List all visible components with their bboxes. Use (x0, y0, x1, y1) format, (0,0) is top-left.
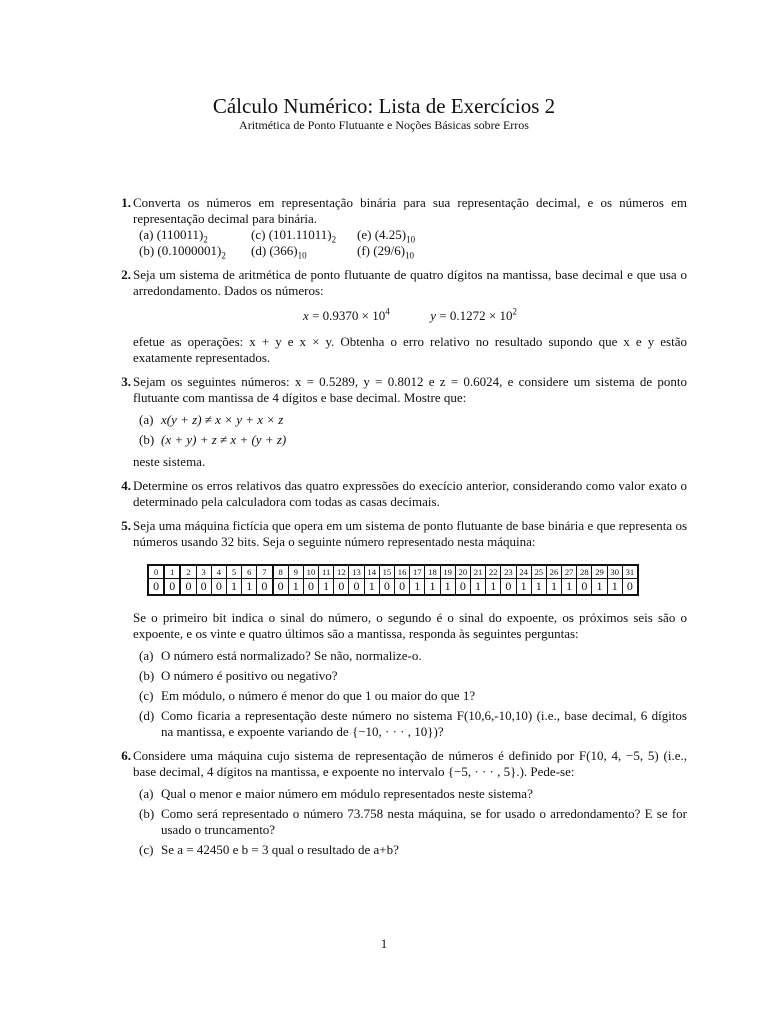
bit-value-cell: 0 (395, 579, 410, 596)
x-value: 0.9370 × 10 (322, 308, 386, 323)
problem-after-text: neste sistema. (133, 454, 206, 469)
subitem-c: (c) Se a = 42450 e b = 3 qual o resultado de a+b? (139, 842, 399, 857)
bit-value-cell: 0 (501, 579, 516, 596)
bit-value-cell: 1 (531, 579, 546, 596)
bit-value-cell: 1 (440, 579, 455, 596)
bit-value-cell: 0 (379, 579, 394, 596)
bit-index-cell: 8 (273, 565, 289, 579)
problem-2 (121, 267, 687, 366)
bit-index-cell: 29 (592, 565, 607, 579)
bit-value-cell: 1 (562, 579, 577, 596)
bit-index-cell: 20 (455, 565, 470, 579)
bit-value-cell: 0 (211, 579, 226, 596)
problem-5 (121, 518, 687, 740)
bit-value-cell: 1 (364, 579, 379, 596)
document-subtitle: Aritmética de Ponto Flutuante e Noções Básicas sobre Erros (239, 118, 529, 132)
subitem-c: (c) Em módulo, o número é menor do que 1 ou maior do que 1? (139, 688, 476, 703)
bit-index-cell: 11 (319, 565, 334, 579)
option-a: (a) $(110011)_2$ (139, 227, 208, 245)
bit-index-cell: 28 (577, 565, 592, 579)
bit-index-cell: 13 (349, 565, 364, 579)
bit-value-cell: 1 (516, 579, 531, 596)
option-f: (f) $(29/6)_{10}$ (357, 243, 415, 261)
bit-value-cell: 0 (257, 579, 273, 596)
bit-table (147, 564, 667, 596)
bit-index-cell: 31 (622, 565, 638, 579)
bit-index-cell: 0 (148, 565, 164, 579)
bit-index-cell: 26 (546, 565, 561, 579)
subitem-b: (b) (x + y) + z ≠ x + (y + z) (139, 432, 287, 447)
option-b: (b) $(0.1000001)_2$ (139, 243, 226, 261)
bit-value-cell: 1 (410, 579, 425, 596)
bit-value-cell: 0 (455, 579, 470, 596)
problem-after-text: Se o primeiro bit indica o sinal do número, o segundo é o sinal do expoente, os próximos seis são o expoente, e os vinte e quatro últimos são a mantissa, responda às seguintes perguntas: (133, 610, 687, 641)
bit-value-cell: 1 (288, 579, 303, 596)
problem-text: Seja um sistema de aritmética de ponto flutuante de quatro dígitos na mantissa, base decimal e que usa o arredondamento. Dados os números: (133, 267, 687, 298)
bit-index-cell: 12 (334, 565, 349, 579)
bit-index-cell: 25 (531, 565, 546, 579)
problem-text: Seja uma máquina fictícia que opera em um sistema de ponto flutuante de base binária e que representa os números usando 32 bits. Seja o seguinte número representado nesta máquina: (133, 518, 687, 549)
bit-value-cell: 0 (334, 579, 349, 596)
bit-value-cell: 0 (148, 579, 164, 596)
subitem-a: (a) O número está normalizado? Se não, normalize-o. (139, 648, 422, 663)
bit-index-cell: 14 (364, 565, 379, 579)
option-d: (d) $(366)_{10}$ (251, 243, 307, 261)
bit-value-cell: 0 (196, 579, 211, 596)
bit-value-cell: 1 (486, 579, 501, 596)
bit-index-cell: 7 (257, 565, 273, 579)
bit-index-cell: 15 (379, 565, 394, 579)
page-number: 1 (380, 936, 388, 951)
subitem-b: (b) Como será representado o número 73.758 nesta máquina, se for usado o arredondamento? E se for usado o truncamento? (139, 806, 687, 837)
problem-number: 1. (121, 195, 131, 210)
bit-index-cell: 30 (607, 565, 622, 579)
bit-index-cell: 6 (242, 565, 257, 579)
problem-text: Converta os números em representação binária para sua representação decimal, e os números em representação decimal para binária. (133, 195, 687, 226)
problem-1 (121, 195, 687, 261)
bit-index-cell: 1 (164, 565, 180, 579)
problem-after-text: efetue as operações: x + y e x × y. Obtenha o erro relativo no resultado supondo que x e y estão exatamente representados. (133, 334, 687, 365)
bit-index-cell: 18 (425, 565, 440, 579)
problem-number: 2. (121, 267, 131, 282)
bit-index-cell: 21 (470, 565, 485, 579)
given-numbers: $x = 0.9370 \times 10^4$ $y = 0.1272 \times 10^2$ (303, 306, 517, 323)
bit-index-cell: 5 (226, 565, 241, 579)
bit-index-cell: 4 (211, 565, 226, 579)
bit-value-cell: 0 (622, 579, 638, 596)
problem-text: Sejam os seguintes números: x = 0.5289, y = 0.8012 e z = 0.6024, e considere um sistema de ponto flutuante com mantissa de 4 dígitos e base decimal. Mostre que: (133, 374, 687, 405)
problem-3 (121, 374, 687, 470)
subitem-list (133, 786, 687, 858)
problem-text: Considere uma máquina cujo sistema de representação de números é definido por F(10, 4, −5, 5) (i.e., base decimal, 4 dígitos na mantissa, e expoente no intervalo {−5, · · · , 5}.). Pede-se: (133, 748, 687, 779)
bit-index-cell: 2 (180, 565, 196, 579)
bit-value-cell: 0 (577, 579, 592, 596)
problem-4 (121, 478, 687, 510)
bit-index-cell: 19 (440, 565, 455, 579)
subitem-b: (b) O número é positivo ou negativo? (139, 668, 338, 683)
subitem-a: (a) Qual o menor e maior número em módulo representados neste sistema? (139, 786, 533, 801)
problem-number: 4. (121, 478, 131, 493)
subitem-list (133, 648, 687, 740)
bit-value-cell: 1 (607, 579, 622, 596)
bit-value-cell: 0 (349, 579, 364, 596)
subitem-a: (a) x(y + z) ≠ x × y + x × z (139, 412, 284, 427)
problem-number: 5. (121, 518, 131, 533)
bit-value-cell: 1 (470, 579, 485, 596)
bit-value-cell: 1 (425, 579, 440, 596)
document-title: Cálculo Numérico: Lista de Exercícios 2 (212, 94, 556, 118)
bit-index-cell: 27 (562, 565, 577, 579)
bit-index-cell: 22 (486, 565, 501, 579)
problem-6 (121, 748, 687, 858)
bit-index-cell: 16 (395, 565, 410, 579)
subitem-d: (d) Como ficaria a representação deste número no sistema F(10,6,-10,10) (i.e., base decimal, 6 dígitos na mantissa, e expoente variando de {−10, · · · , 10})? (139, 708, 687, 739)
bit-value-cell: 0 (273, 579, 289, 596)
bit-index-cell: 17 (410, 565, 425, 579)
problem-number: 3. (121, 374, 131, 389)
bit-value-cell: 0 (164, 579, 180, 596)
bit-value-cell: 0 (180, 579, 196, 596)
problem-number: 6. (121, 748, 131, 763)
subitem-list (133, 412, 687, 448)
bit-index-cell: 10 (303, 565, 318, 579)
bit-value-cell: 1 (226, 579, 241, 596)
y-value: 0.1272 × 10 (449, 308, 513, 323)
bit-value-cell: 1 (546, 579, 561, 596)
bit-index-cell: 3 (196, 565, 211, 579)
option-c: (c) $(101.11011)_2$ (251, 227, 337, 245)
problem-text: Determine os erros relativos das quatro expressões do execício anterior, considerando como valor exato o determinado pela calculadora com todas as casas decimais. (133, 478, 687, 509)
conversion-options (139, 227, 687, 259)
bit-index-cell: 24 (516, 565, 531, 579)
problem-list (0, 195, 768, 866)
bit-value-cell: 1 (242, 579, 257, 596)
bit-value-cell: 1 (319, 579, 334, 596)
bit-value-cell: 1 (592, 579, 607, 596)
bit-index-cell: 23 (501, 565, 516, 579)
option-e: (e) $(4.25)_{10}$ (357, 227, 416, 245)
bit-value-cell: 0 (303, 579, 318, 596)
bit-index-cell: 9 (288, 565, 303, 579)
